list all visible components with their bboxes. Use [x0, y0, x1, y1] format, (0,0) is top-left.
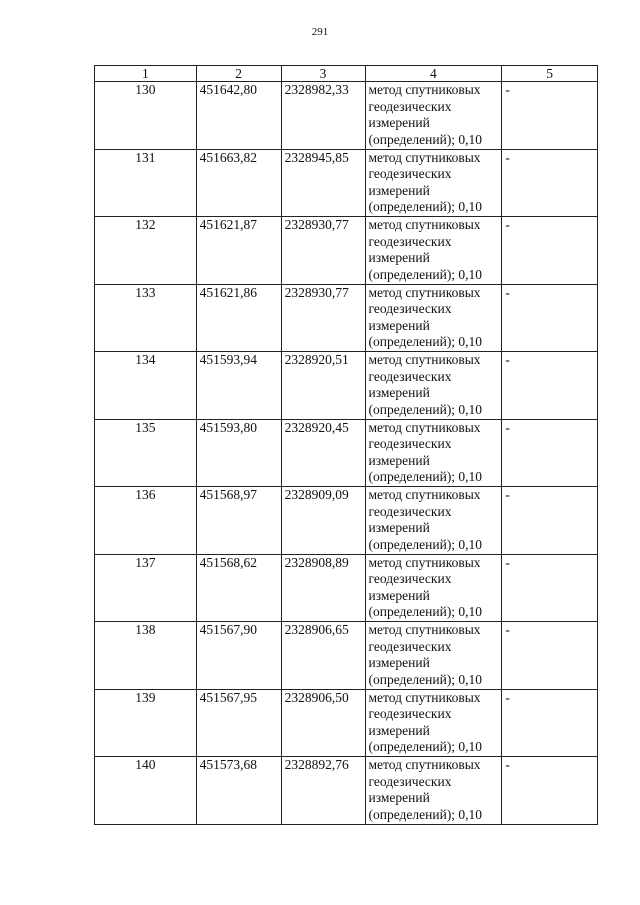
method-line: геодезических [368, 706, 452, 721]
y-coordinate-cell: 2328930,77 [281, 217, 365, 285]
y-coordinate-cell: 2328892,76 [281, 757, 365, 825]
coordinates-table [94, 65, 598, 825]
method-cell [365, 487, 502, 555]
method-line: (определений); 0,10 [368, 604, 483, 619]
point-number-cell: 130 [95, 82, 197, 150]
point-number-cell: 134 [95, 352, 197, 420]
method-cell [365, 554, 502, 622]
method-cell [365, 689, 502, 757]
x-coordinate-cell: 451593,94 [196, 352, 281, 420]
header-col-3: 3 [281, 66, 365, 82]
header-col-1: 1 [95, 66, 197, 82]
method-cell [365, 622, 502, 690]
method-line: геодезических [368, 436, 452, 451]
method-line: метод спутниковых [368, 149, 481, 165]
method-line: метод спутниковых [368, 217, 481, 232]
method-line: метод спутниковых [368, 554, 481, 570]
table-row [95, 487, 598, 555]
method-line: геодезических [368, 98, 452, 114]
note-cell: - [502, 487, 598, 555]
method-line: (определений); 0,10 [368, 739, 483, 754]
y-coordinate-cell: 2328920,51 [281, 352, 365, 420]
method-line: (определений); 0,10 [368, 806, 483, 822]
x-coordinate-cell: 451567,95 [196, 689, 281, 757]
method-line: измерений [368, 182, 430, 198]
y-coordinate-cell: 2328906,50 [281, 689, 365, 757]
method-line: измерений [368, 722, 430, 738]
table-row [95, 757, 598, 825]
y-coordinate-cell: 2328982,33 [281, 82, 365, 150]
method-line: (определений); 0,10 [368, 266, 483, 282]
table-header-row [95, 66, 598, 82]
method-line: геодезических [368, 301, 452, 316]
table-row [95, 419, 598, 487]
x-coordinate-cell: 451568,62 [196, 554, 281, 622]
method-line: измерений [368, 317, 430, 333]
note-cell: - [502, 149, 598, 217]
point-number-cell: 138 [95, 622, 197, 690]
method-line: геодезических [368, 638, 452, 654]
x-coordinate-cell: 451573,68 [196, 757, 281, 825]
note-cell: - [502, 284, 598, 352]
method-line: метод спутниковых [368, 419, 481, 435]
point-number-cell: 135 [95, 419, 197, 487]
note-cell: - [502, 622, 598, 690]
method-line: измерений [368, 587, 430, 603]
method-line: геодезических [368, 368, 452, 384]
table-row [95, 149, 598, 217]
method-line: (определений); 0,10 [368, 671, 483, 687]
point-number-cell: 140 [95, 757, 197, 825]
method-line: (определений); 0,10 [368, 199, 483, 214]
note-cell: - [502, 554, 598, 622]
method-line: измерений [368, 520, 430, 535]
method-line: метод спутниковых [368, 757, 481, 772]
method-line: (определений); 0,10 [368, 334, 483, 349]
point-number-cell: 139 [95, 689, 197, 757]
method-line: геодезических [368, 233, 452, 249]
table-row [95, 284, 598, 352]
note-cell: - [502, 419, 598, 487]
x-coordinate-cell: 451663,82 [196, 149, 281, 217]
point-number-cell: 133 [95, 284, 197, 352]
header-col-2: 2 [196, 66, 281, 82]
x-coordinate-cell: 451567,90 [196, 622, 281, 690]
point-number-cell: 132 [95, 217, 197, 285]
note-cell: - [502, 352, 598, 420]
header-col-4: 4 [365, 66, 502, 82]
method-cell [365, 419, 502, 487]
method-line: метод спутниковых [368, 82, 481, 97]
x-coordinate-cell: 451593,80 [196, 419, 281, 487]
method-line: (определений); 0,10 [368, 131, 483, 147]
x-coordinate-cell: 451621,86 [196, 284, 281, 352]
method-line: метод спутниковых [368, 487, 481, 502]
method-line: (определений); 0,10 [368, 401, 483, 417]
method-line: измерений [368, 250, 430, 265]
point-number-cell: 137 [95, 554, 197, 622]
y-coordinate-cell: 2328908,89 [281, 554, 365, 622]
method-line: измерений [368, 655, 430, 670]
method-line: геодезических [368, 166, 452, 181]
method-line: метод спутниковых [368, 284, 481, 300]
x-coordinate-cell: 451568,97 [196, 487, 281, 555]
note-cell: - [502, 82, 598, 150]
method-line: метод спутниковых [368, 689, 481, 705]
y-coordinate-cell: 2328909,09 [281, 487, 365, 555]
point-number-cell: 136 [95, 487, 197, 555]
note-cell: - [502, 689, 598, 757]
point-number-cell: 131 [95, 149, 197, 217]
method-line: измерений [368, 115, 430, 130]
table-row [95, 82, 598, 150]
table-row [95, 554, 598, 622]
header-col-5: 5 [502, 66, 598, 82]
x-coordinate-cell: 451621,87 [196, 217, 281, 285]
y-coordinate-cell: 2328906,65 [281, 622, 365, 690]
method-line: метод спутниковых [368, 622, 481, 637]
method-cell [365, 352, 502, 420]
y-coordinate-cell: 2328945,85 [281, 149, 365, 217]
table-row [95, 352, 598, 420]
y-coordinate-cell: 2328930,77 [281, 284, 365, 352]
note-cell: - [502, 757, 598, 825]
table-row [95, 217, 598, 285]
method-line: (определений); 0,10 [368, 536, 483, 552]
method-cell [365, 284, 502, 352]
method-cell [365, 217, 502, 285]
method-line: измерений [368, 385, 430, 400]
method-cell [365, 757, 502, 825]
table-row [95, 622, 598, 690]
method-line: измерений [368, 790, 430, 805]
table-row [95, 689, 598, 757]
method-line: геодезических [368, 773, 452, 789]
y-coordinate-cell: 2328920,45 [281, 419, 365, 487]
method-line: геодезических [368, 503, 452, 519]
method-line: метод спутниковых [368, 352, 481, 367]
page-number: 291 [311, 26, 329, 38]
method-cell [365, 149, 502, 217]
method-line: геодезических [368, 571, 452, 586]
x-coordinate-cell: 451642,80 [196, 82, 281, 150]
method-line: измерений [368, 452, 430, 468]
note-cell: - [502, 217, 598, 285]
method-line: (определений); 0,10 [368, 469, 483, 484]
method-cell [365, 82, 502, 150]
